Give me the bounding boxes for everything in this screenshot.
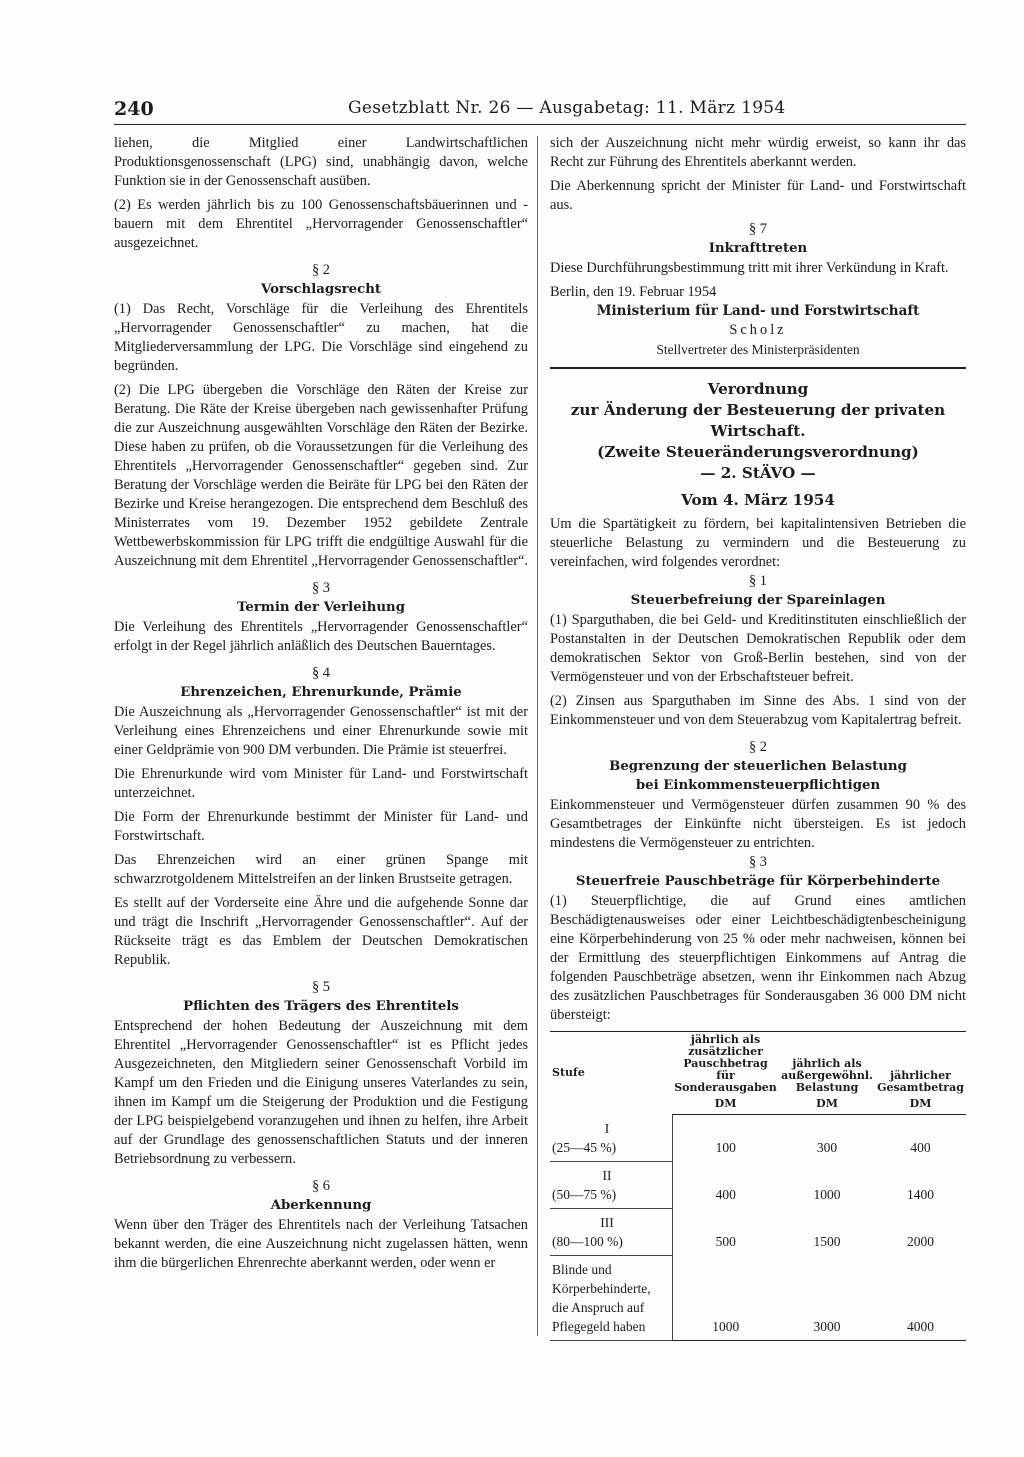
decree-subtitle: zur Änderung der Besteuerung der privaten Wirtschaft.	[570, 401, 946, 440]
table-cell: 1400	[907, 1187, 935, 1202]
table-cell: 1000	[672, 1255, 779, 1340]
section-title: Ehrenzeichen, Ehrenurkunde, Prämie	[180, 685, 462, 700]
stufe-level: III	[600, 1214, 614, 1230]
section-title: Termin der Verleihung	[236, 600, 406, 615]
table-cell: 400	[715, 1187, 736, 1202]
paragraph: Die Aberkennung spricht der Minister für Land- und Forstwirtschaft aus.	[550, 178, 966, 213]
allowance-table	[550, 1031, 966, 1341]
table-cell-stufe: Blinde und Körperbehinderte, die Anspruch auf Pflegegeld haben	[550, 1255, 672, 1340]
table-row	[550, 1255, 966, 1340]
table-unit: DM	[779, 1096, 875, 1115]
table-cell: 4000	[875, 1255, 966, 1340]
paragraph: (1) Sparguthaben, die bei Geld- und Kreditinstituten einschließlich der Postanstalten in der Deutschen Demokratischen Republik oder dem demokratischen Sektor von Groß-Berlin bestehen, sind von der Vermögensteuer und von der Erbschaftsteuer befreit.	[550, 612, 966, 685]
table-cell: 100	[715, 1140, 736, 1155]
section-title: Inkrafttreten	[708, 241, 808, 256]
stufe-range: (80—100 %)	[552, 1233, 623, 1249]
section-number: § 2	[312, 262, 330, 278]
section-number: § 7	[749, 221, 767, 237]
stufe-level: II	[602, 1167, 612, 1183]
decree-abbreviation: — 2. StÄVO —	[700, 464, 816, 482]
signer-name: Scholz	[729, 322, 787, 338]
section-number: § 5	[312, 979, 330, 995]
table-cell: 1000	[813, 1187, 841, 1202]
section-title: Aberkennung	[270, 1198, 372, 1213]
table-cell-stufe	[550, 1115, 672, 1162]
table-cell: 2000	[907, 1234, 935, 1249]
section-title: Steuerbefreiung der Spareinlagen	[630, 593, 886, 608]
decree-title: Verordnung	[707, 380, 809, 398]
paragraph: Das Ehrenzeichen wird an einer grünen Spange mit schwarzrotgoldenem Mittelstreifen an der linken Brustseite getragen.	[114, 852, 528, 887]
paragraph: Wenn über den Träger des Ehrentitels nach der Verleihung Tatsachen bekannt werden, die eine Auszeichnung nicht zugelassen hätten, wenn ihm die bürgerlichen Ehrenrechte aberkannt werden, oder wenn er	[114, 1217, 528, 1271]
paragraph: Entsprechend der hohen Bedeutung der Auszeichnung mit dem Ehrentitel „Hervorragender Genossenschaftler“ ist es Pflicht jedes Ausgezeichneten, den Mitgliedern seiner Genossenschaft Vorbild im Kampf um den Frieden und die Einigung unseres Vaterlandes zu sein, ihnen im Kampf um die Steigerung der Produktion und die Festigung der LPG beispielgebend voranzugehen und ihnen zu helfen, ihre Arbeit auf der Grundlage des genossenschaftlichen Statuts und der inneren Betriebsordnung zu verbessern.	[114, 1018, 528, 1167]
table-cell-stufe	[550, 1161, 672, 1208]
paragraph: (2) Zinsen aus Sparguthaben im Sinne des Abs. 1 sind von der Einkommensteuer und von dem Steuerabzug vom Kapitalertrag befreit.	[550, 693, 966, 728]
section-title: Vorschlagsrecht	[260, 282, 382, 297]
paragraph: (1) Das Recht, Vorschläge für die Verleihung des Ehrentitels „Hervorragender Genossenschaftler“ zu machen, hat die Mitgliederversammlung der LPG. Die Vorschläge sind eingehend zu begründen.	[114, 301, 528, 374]
table-cell: 500	[715, 1234, 736, 1249]
paragraph: (2) Es werden jährlich bis zu 100 Genossenschaftsbäuerinnen und -bauern mit dem Ehrentitel „Hervorragender Genossenschaftler“ ausgezeichnet.	[114, 197, 528, 251]
table-header-stufe: Stufe	[550, 1032, 672, 1115]
right-column	[550, 134, 966, 1341]
table-header: jährlicher Gesamtbetrag	[875, 1032, 966, 1097]
section-number: § 1	[749, 573, 767, 589]
section-number: § 3	[749, 854, 767, 870]
decree-date: Vom 4. März 1954	[681, 491, 835, 509]
paragraph: (1) Steuerpflichtige, die auf Grund eines amtlichen Beschädigtenausweises oder einer Leichtbeschädigtenbescheinigung eine Körperbehinderung von 25 % oder mehr nachweisen, können bei der Ermittlung des steuerpflichtigen Einkommens auf Antrag die folgenden Pauschbeträge absetzen, wenn ihr Einkommen nach Abzug des zusätzlichen Pauschbetrages für Sonderausgaben 36 000 DM nicht übersteigt:	[550, 893, 966, 1023]
table-cell: 400	[910, 1140, 931, 1155]
table-header: jährlich als zusätzlicher Pauschbetrag für Sonderausgaben	[672, 1032, 779, 1097]
table-cell: 300	[816, 1140, 838, 1155]
ministry-name: Ministerium für Land- und Forstwirtschaft	[596, 303, 920, 319]
signer-role: Stellvertreter des Ministerpräsidenten	[656, 342, 860, 357]
paragraph: Die Ehrenurkunde wird vom Minister für Land- und Forstwirtschaft unterzeichnet.	[114, 766, 528, 801]
paragraph: Die Form der Ehrenurkunde bestimmt der Minister für Land- und Forstwirtschaft.	[114, 809, 528, 844]
table-row	[550, 1208, 966, 1255]
page-header	[114, 98, 966, 125]
paragraph: Die Auszeichnung als „Hervorragender Genossenschaftler“ ist mit der Verleihung eines Ehrenzeichens und einer Ehrenurkunde sowie mit einer Geldprämie von 900 DM verbunden. Die Prämie ist steuerfrei.	[114, 704, 528, 758]
table-unit: DM	[672, 1096, 779, 1115]
table-header: jährlich als außergewöhnl. Belastung	[779, 1032, 875, 1097]
left-column	[114, 134, 528, 1278]
paragraph: Um die Spartätigkeit zu fördern, bei kapitalintensiven Betrieben die steuerliche Belastung zu vermindern und die Besteuerung zu vereinfachen, wird folgendes verordnet:	[550, 516, 966, 570]
section-number: § 4	[312, 665, 330, 681]
table-cell: 3000	[779, 1255, 875, 1340]
paragraph: sich der Auszeichnung nicht mehr würdig erweist, so kann ihr das Recht zur Führung des Ehrentitels aberkannt werden.	[550, 135, 966, 170]
place-date: Berlin, den 19. Februar 1954	[550, 284, 717, 300]
table-cell: 1500	[813, 1234, 841, 1249]
paragraph: Einkommensteuer und Vermögensteuer dürfen zusammen 90 % des Gesamtbetrages der Einkünfte nicht übersteigen. Es ist jedoch mindestens die Vermögensteuer zu entrichten.	[550, 797, 966, 851]
stufe-level: I	[604, 1120, 610, 1136]
decree-short-title: (Zweite Steueränderungsverordnung)	[597, 443, 919, 461]
table-row	[550, 1115, 966, 1162]
section-number: § 3	[312, 580, 330, 596]
section-number: § 6	[312, 1178, 330, 1194]
paragraph: (2) Die LPG übergeben die Vorschläge den Räten der Kreise zur Beratung. Die Räte der Kreise übergeben nach gewissenhafter Prüfung die zur Auszeichnung ausgewählten Vorschläge den Räten der Bezirke. Diese haben zu prüfen, ob die Voraussetzungen für die Verleihung des Ehrentitels „Hervorragender Genossenschaftler“ gegeben sind. Zur Beratung der Vorschläge werden die Beiräte für LPG bei den Räten der Bezirke und Kreise herangezogen. Die entsprechend dem Beschluß des Ministerrates vom 19. Dezember 1952 gebildete Zentrale Wettbewerbskommission für LPG trifft die endgültige Auswahl für die Auszeichnung mit dem Ehrentitel „Hervorragender Genossenschaftler“.	[114, 382, 528, 569]
stufe-range: (50—75 %)	[552, 1186, 617, 1202]
stufe-range: (25—45 %)	[552, 1139, 617, 1155]
paragraph: Es stellt auf der Vorderseite eine Ähre und die aufgehende Sonne dar und trägt die Inschrift „Hervorragender Genossenschaftler“. Auf der Rückseite trägt es das Emblem der Deutschen Demokratischen Republik.	[114, 895, 528, 968]
section-rule	[550, 367, 966, 369]
header-title: Gesetzblatt Nr. 26 — Ausgabetag: 11. März 1954	[348, 98, 786, 118]
table-row	[550, 1161, 966, 1208]
table-unit: DM	[875, 1096, 966, 1115]
section-title: Begrenzung der steuerlichen Belastung	[609, 759, 907, 774]
page-number: 240	[114, 98, 154, 120]
section-title: Pflichten des Trägers des Ehrentitels	[183, 999, 459, 1014]
section-number: § 2	[749, 739, 767, 755]
section-title: Steuerfreie Pauschbeträge für Körperbehinderte	[575, 874, 941, 889]
section-title: bei Einkommensteuerpflichtigen	[635, 778, 881, 793]
paragraph: Diese Durchführungsbestimmung tritt mit ihrer Verkündung in Kraft.	[550, 260, 949, 276]
table-cell-stufe	[550, 1208, 672, 1255]
paragraph: liehen, die Mitglied einer Landwirtschaftlichen Produktionsgenossenschaft (LPG) sind, unabhängig davon, welche Funktion sie in der Genossenschaft ausüben.	[114, 135, 528, 189]
column-divider	[537, 136, 538, 1336]
paragraph: Die Verleihung des Ehrentitels „Hervorragender Genossenschaftler“ erfolgt in der Regel jährlich anläßlich des Deutschen Bauerntages.	[114, 619, 528, 654]
